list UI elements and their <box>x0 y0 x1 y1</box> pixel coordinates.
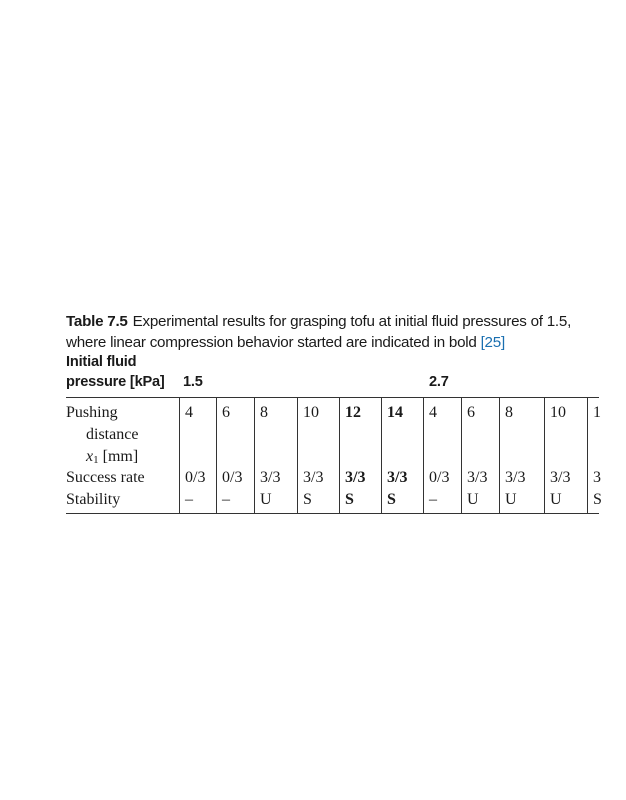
cell-distance: 10 <box>550 404 566 421</box>
column-separator <box>179 398 180 514</box>
unit-mm: [mm] <box>98 448 139 465</box>
cell-distance: 8 <box>260 404 268 421</box>
cell-success-rate: 0/3 <box>429 469 450 486</box>
column-separator <box>461 398 462 514</box>
header-group-pressure-1: 1.5 <box>183 374 203 390</box>
cell-distance: 1 <box>593 404 601 421</box>
cell-stability: U <box>260 491 272 508</box>
header-rule <box>66 397 599 398</box>
row-label-stability: Stability <box>66 491 121 508</box>
table-number: Table 7.5 <box>66 313 128 330</box>
row-label-pushing: Pushing <box>66 404 118 421</box>
variable-x: x <box>86 448 94 465</box>
header-label-line-1: Initial fluid <box>66 354 137 370</box>
column-separator <box>381 398 382 514</box>
caption-line-2 <box>66 332 626 353</box>
cell-stability: – <box>429 491 437 508</box>
column-separator <box>423 398 424 514</box>
cell-stability: – <box>222 491 230 508</box>
cell-success-rate: 3/3 <box>505 469 526 486</box>
cell-stability: U <box>505 491 517 508</box>
column-separator <box>297 398 298 514</box>
cell-success-rate: 3/3 <box>467 469 488 486</box>
table-caption <box>66 311 626 353</box>
cell-stability: U <box>550 491 562 508</box>
column-separator <box>339 398 340 514</box>
header-label-line-2: pressure [kPa] <box>66 374 165 390</box>
column-separator <box>544 398 545 514</box>
cell-success-rate: 3/3 <box>260 469 281 486</box>
cell-success-rate: 3/3 <box>550 469 571 486</box>
header-group-pressure-2: 2.7 <box>429 374 449 390</box>
column-separator <box>587 398 588 514</box>
caption-line-1 <box>66 311 626 332</box>
cell-stability: S <box>387 491 396 508</box>
column-separator <box>254 398 255 514</box>
column-separator <box>499 398 500 514</box>
cell-success-rate: 0/3 <box>222 469 243 486</box>
caption-text-1: Experimental results for grasping tofu at initial fluid pressures of 1.5, <box>132 313 572 330</box>
cell-stability: S <box>593 491 602 508</box>
column-separator <box>216 398 217 514</box>
cell-stability: U <box>467 491 479 508</box>
cell-stability: – <box>185 491 193 508</box>
cell-success-rate: 0/3 <box>185 469 206 486</box>
cell-success-rate: 3/3 <box>387 469 408 486</box>
cell-distance: 4 <box>185 404 193 421</box>
row-label-distance: distance <box>86 426 139 443</box>
cell-distance: 6 <box>222 404 230 421</box>
row-label-success-rate: Success rate <box>66 469 145 486</box>
cell-distance: 12 <box>345 404 361 421</box>
bottom-rule <box>66 513 599 514</box>
cell-success-rate: 3/3 <box>303 469 324 486</box>
cell-success-rate: 3/3 <box>345 469 366 486</box>
reference-link[interactable]: [25] <box>480 334 505 351</box>
variable-subscript: 1 <box>93 454 99 466</box>
cell-distance: 4 <box>429 404 437 421</box>
cell-distance: 6 <box>467 404 475 421</box>
cell-stability: S <box>345 491 354 508</box>
cell-success-rate: 3 <box>593 469 601 486</box>
caption-text-2: where linear compression behavior started are indicated in bold <box>66 334 477 351</box>
cell-distance: 14 <box>387 404 403 421</box>
cell-stability: S <box>303 491 312 508</box>
cell-distance: 10 <box>303 404 319 421</box>
cell-distance: 8 <box>505 404 513 421</box>
